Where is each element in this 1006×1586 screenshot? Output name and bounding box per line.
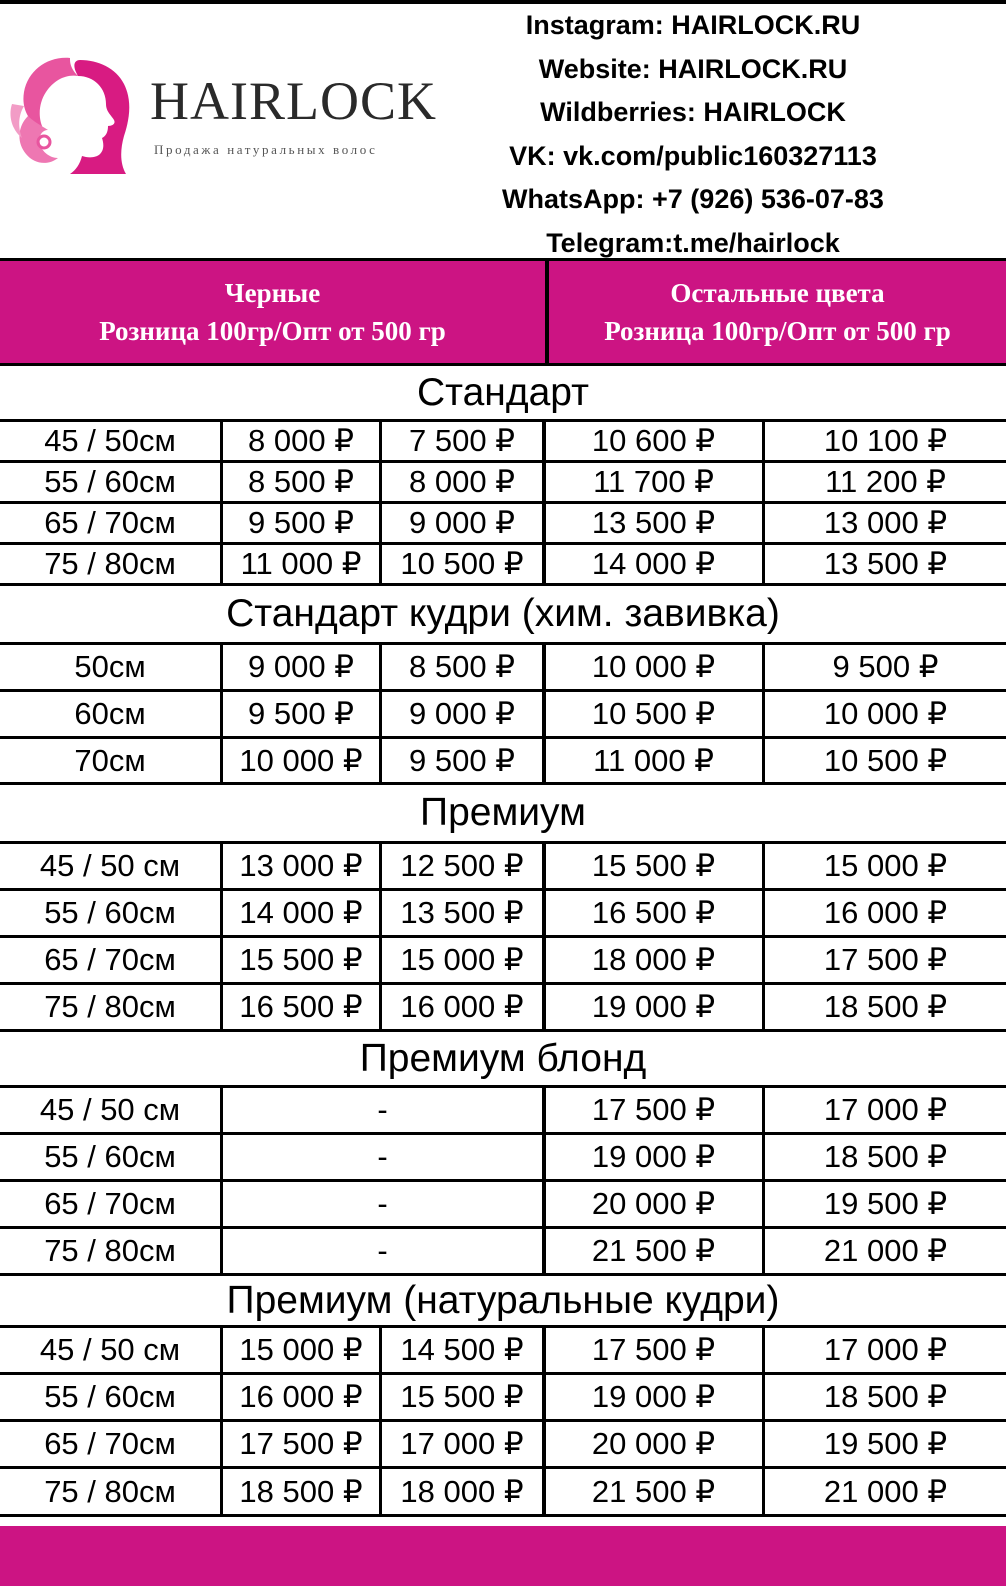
cell-length: 65 / 70см xyxy=(44,1186,176,1221)
column-divider xyxy=(379,463,382,501)
table-row xyxy=(0,463,1006,504)
column-divider xyxy=(379,504,382,542)
column-divider xyxy=(762,1135,765,1179)
cell-other-retail: 14 000 ₽ xyxy=(591,546,716,581)
cell-other-retail: 17 500 ₽ xyxy=(591,1332,716,1367)
column-divider xyxy=(762,1469,765,1514)
cell-other-wholesale: 18 500 ₽ xyxy=(823,989,948,1024)
contact-whatsapp: WhatsApp: +7 (926) 536-07-83 xyxy=(502,184,884,214)
cell-black-retail: 14 000 ₽ xyxy=(239,895,363,930)
cell-black-unavailable: - xyxy=(377,1139,388,1174)
cell-length: 55 / 60см xyxy=(44,1139,176,1174)
column-divider xyxy=(542,692,546,736)
column-divider xyxy=(762,1229,765,1273)
cell-other-wholesale: 21 000 ₽ xyxy=(823,1233,948,1268)
column-divider xyxy=(542,504,546,542)
header-black-subtitle: Розница 100гр/Опт от 500 гр xyxy=(99,316,446,346)
column-divider xyxy=(762,985,765,1029)
column-divider xyxy=(762,739,765,782)
column-divider xyxy=(220,1375,223,1419)
cell-other-wholesale: 18 500 ₽ xyxy=(823,1139,948,1174)
cell-length: 45 / 50см xyxy=(44,423,176,458)
cell-black-retail: 16 500 ₽ xyxy=(239,989,363,1024)
column-divider xyxy=(379,1375,382,1419)
contacts-block xyxy=(484,6,902,267)
column-divider xyxy=(762,1328,765,1372)
brand-tagline: Продажа натуральных волос xyxy=(154,142,378,157)
header-other-colors xyxy=(549,261,1006,363)
column-divider xyxy=(379,739,382,782)
column-divider xyxy=(762,545,765,583)
column-divider xyxy=(220,1135,223,1179)
cell-black-retail: 11 000 ₽ xyxy=(240,546,362,581)
cell-length: 65 / 70см xyxy=(44,942,176,977)
table-row xyxy=(0,545,1006,586)
table-row xyxy=(0,504,1006,545)
cell-length: 50см xyxy=(74,649,146,684)
price-table xyxy=(0,366,1006,1517)
column-divider xyxy=(379,985,382,1029)
column-divider xyxy=(220,1422,223,1466)
cell-other-retail: 11 000 ₽ xyxy=(593,742,714,778)
cell-other-retail: 19 000 ₽ xyxy=(591,1139,716,1174)
contact-instagram: Instagram: HAIRLOCK.RU xyxy=(525,10,861,40)
column-divider xyxy=(762,1088,765,1132)
column-divider xyxy=(379,844,382,888)
cell-length: 55 / 60см xyxy=(44,464,176,499)
column-divider xyxy=(542,1088,546,1132)
table-row xyxy=(0,1375,1006,1422)
cell-other-wholesale: 10 100 ₽ xyxy=(823,423,948,458)
cell-black-unavailable: - xyxy=(377,1233,388,1268)
cell-length: 75 / 80см xyxy=(44,1233,176,1268)
cell-other-wholesale: 15 000 ₽ xyxy=(823,848,948,883)
cell-other-retail: 16 500 ₽ xyxy=(591,895,716,930)
contact-telegram: Telegram:t.me/hairlock xyxy=(546,227,840,258)
cell-black-retail: 15 500 ₽ xyxy=(239,942,363,977)
column-divider xyxy=(220,1328,223,1372)
cell-black-unavailable: - xyxy=(377,1186,388,1221)
cell-other-wholesale: 18 500 ₽ xyxy=(823,1379,948,1414)
brand-logo xyxy=(8,46,478,186)
column-divider xyxy=(542,422,546,460)
column-divider xyxy=(762,1182,765,1226)
contact-vk: VK: vk.com/public160327113 xyxy=(509,140,877,171)
column-divider xyxy=(542,545,546,583)
column-divider xyxy=(220,1182,223,1226)
table-row xyxy=(0,1469,1006,1517)
column-divider xyxy=(762,504,765,542)
cell-black-retail: 9 000 ₽ xyxy=(248,649,354,684)
column-divider xyxy=(542,1422,546,1466)
header-other-title: Остальные цвета xyxy=(670,278,885,308)
column-divider xyxy=(762,692,765,736)
cell-other-retail: 19 000 ₽ xyxy=(591,1379,716,1414)
cell-other-retail: 21 500 ₽ xyxy=(591,1473,716,1509)
cell-other-retail: 10 600 ₽ xyxy=(591,423,716,458)
table-row xyxy=(0,739,1006,785)
column-divider xyxy=(542,938,546,982)
column-divider xyxy=(379,645,382,689)
cell-other-wholesale: 19 500 ₽ xyxy=(823,1186,948,1221)
cell-other-wholesale: 11 200 ₽ xyxy=(825,464,946,499)
column-divider xyxy=(220,1229,223,1273)
cell-black-wholesale: 9 500 ₽ xyxy=(409,742,515,778)
column-divider xyxy=(220,891,223,935)
cell-black-wholesale: 14 500 ₽ xyxy=(400,1332,524,1367)
column-divider xyxy=(220,739,223,782)
cell-black-wholesale: 9 000 ₽ xyxy=(409,505,515,540)
section-title: Стандарт xyxy=(0,366,1006,422)
column-divider xyxy=(762,938,765,982)
cell-other-retail: 17 500 ₽ xyxy=(591,1092,716,1127)
cell-black-retail: 8 000 ₽ xyxy=(248,423,354,458)
cell-black-retail: 16 000 ₽ xyxy=(239,1379,363,1414)
section-title: Стандарт кудри (хим. завивка) xyxy=(0,586,1006,645)
column-divider xyxy=(542,1135,546,1179)
cell-black-wholesale: 7 500 ₽ xyxy=(409,423,515,458)
column-divider xyxy=(220,1469,223,1514)
section-title: Премиум xyxy=(0,785,1006,844)
column-divider xyxy=(220,985,223,1029)
cell-length: 45 / 50 см xyxy=(39,848,181,883)
cell-length: 60см xyxy=(74,696,146,731)
column-divider xyxy=(762,1375,765,1419)
header-black xyxy=(0,261,545,363)
cell-other-wholesale: 17 000 ₽ xyxy=(823,1092,948,1127)
cell-length: 75 / 80см xyxy=(44,1473,176,1509)
column-divider xyxy=(542,1375,546,1419)
cell-other-retail: 20 000 ₽ xyxy=(591,1186,716,1221)
cell-other-wholesale: 21 000 ₽ xyxy=(823,1473,948,1509)
cell-black-retail: 17 500 ₽ xyxy=(239,1426,363,1461)
column-divider xyxy=(542,844,546,888)
cell-other-wholesale: 13 000 ₽ xyxy=(823,505,948,540)
cell-other-wholesale: 19 500 ₽ xyxy=(823,1426,948,1461)
column-divider xyxy=(379,545,382,583)
column-divider xyxy=(762,463,765,501)
cell-length: 45 / 50 см xyxy=(39,1092,181,1127)
cell-black-unavailable: - xyxy=(377,1092,388,1127)
contact-website: Website: HAIRLOCK.RU xyxy=(538,53,848,84)
header-area xyxy=(0,0,1006,258)
cell-length: 45 / 50 см xyxy=(39,1332,181,1367)
table-row xyxy=(0,938,1006,985)
column-divider xyxy=(762,1422,765,1466)
column-divider xyxy=(542,463,546,501)
section-title: Премиум (натуральные кудри) xyxy=(0,1276,1006,1328)
column-divider xyxy=(379,1469,382,1514)
column-divider xyxy=(220,504,223,542)
cell-black-wholesale: 16 000 ₽ xyxy=(400,989,524,1024)
cell-black-wholesale: 10 500 ₽ xyxy=(400,546,524,581)
cell-length: 55 / 60см xyxy=(44,895,176,930)
cell-black-retail: 13 000 ₽ xyxy=(239,848,363,883)
cell-black-wholesale: 17 000 ₽ xyxy=(400,1426,524,1461)
brand-name: HAIRLOCK xyxy=(150,71,437,131)
column-divider xyxy=(379,938,382,982)
column-divider xyxy=(379,1328,382,1372)
column-divider xyxy=(542,985,546,1029)
column-divider xyxy=(762,891,765,935)
column-divider xyxy=(542,1469,546,1514)
table-row xyxy=(0,692,1006,739)
cell-black-wholesale: 13 500 ₽ xyxy=(400,895,524,930)
cell-black-retail: 9 500 ₽ xyxy=(248,505,354,540)
table-row xyxy=(0,1422,1006,1469)
column-divider xyxy=(379,1422,382,1466)
table-row xyxy=(0,645,1006,692)
column-divider xyxy=(220,545,223,583)
cell-length: 70см xyxy=(74,742,146,778)
cell-length: 75 / 80см xyxy=(44,989,176,1024)
cell-other-wholesale: 10 500 ₽ xyxy=(823,742,948,778)
cell-black-retail: 9 500 ₽ xyxy=(248,696,354,731)
table-row xyxy=(0,422,1006,463)
cell-black-wholesale: 8 500 ₽ xyxy=(409,649,515,684)
column-divider xyxy=(379,891,382,935)
column-divider xyxy=(220,844,223,888)
cell-black-wholesale: 15 000 ₽ xyxy=(400,942,524,977)
column-divider xyxy=(542,1229,546,1273)
contact-wildberries: Wildberries: HAIRLOCK xyxy=(540,97,846,127)
cell-black-wholesale: 12 500 ₽ xyxy=(400,848,524,883)
cell-other-retail: 15 500 ₽ xyxy=(591,848,716,883)
column-divider xyxy=(220,422,223,460)
column-divider xyxy=(542,891,546,935)
column-divider xyxy=(542,1328,546,1372)
cell-black-wholesale: 18 000 ₽ xyxy=(400,1473,524,1509)
cell-other-retail: 10 500 ₽ xyxy=(591,696,716,731)
cell-black-retail: 10 000 ₽ xyxy=(239,742,363,778)
woman-silhouette-icon xyxy=(8,46,148,176)
cell-black-retail: 8 500 ₽ xyxy=(248,464,354,499)
table-row xyxy=(0,1088,1006,1135)
header-other-subtitle: Розница 100гр/Опт от 500 гр xyxy=(604,316,951,346)
column-divider xyxy=(762,645,765,689)
column-header-band xyxy=(0,258,1006,366)
cell-other-wholesale: 13 500 ₽ xyxy=(823,546,948,581)
cell-other-wholesale: 16 000 ₽ xyxy=(823,895,948,930)
header-black-title: Черные xyxy=(224,278,321,308)
section-title: Премиум блонд xyxy=(0,1032,1006,1088)
column-divider xyxy=(762,422,765,460)
cell-other-retail: 11 700 ₽ xyxy=(593,464,714,499)
cell-length: 65 / 70см xyxy=(44,505,176,540)
table-row xyxy=(0,985,1006,1032)
cell-black-wholesale: 8 000 ₽ xyxy=(409,464,515,499)
cell-black-wholesale: 15 500 ₽ xyxy=(400,1379,524,1414)
column-divider xyxy=(220,1088,223,1132)
cell-black-retail: 15 000 ₽ xyxy=(239,1332,363,1367)
cell-black-retail: 18 500 ₽ xyxy=(239,1473,363,1509)
footer-band xyxy=(0,1526,1006,1586)
column-divider xyxy=(379,422,382,460)
cell-other-retail: 21 500 ₽ xyxy=(591,1233,716,1268)
column-divider xyxy=(542,739,546,782)
column-divider xyxy=(379,692,382,736)
cell-other-retail: 19 000 ₽ xyxy=(591,989,716,1024)
column-divider xyxy=(220,692,223,736)
column-divider xyxy=(220,645,223,689)
cell-other-wholesale: 9 500 ₽ xyxy=(832,649,939,684)
cell-other-wholesale: 10 000 ₽ xyxy=(823,696,948,731)
column-divider xyxy=(220,938,223,982)
cell-black-wholesale: 9 000 ₽ xyxy=(409,696,515,731)
table-row xyxy=(0,1182,1006,1229)
table-row xyxy=(0,1229,1006,1276)
table-row xyxy=(0,891,1006,938)
column-divider xyxy=(542,1182,546,1226)
cell-length: 55 / 60см xyxy=(44,1379,176,1414)
column-divider xyxy=(762,844,765,888)
table-row xyxy=(0,1328,1006,1375)
cell-other-retail: 20 000 ₽ xyxy=(591,1426,716,1461)
cell-other-retail: 13 500 ₽ xyxy=(591,505,716,540)
cell-other-wholesale: 17 500 ₽ xyxy=(823,942,948,977)
column-divider xyxy=(542,645,546,689)
column-divider xyxy=(220,463,223,501)
table-row xyxy=(0,1135,1006,1182)
cell-length: 75 / 80см xyxy=(44,546,176,581)
cell-other-retail: 10 000 ₽ xyxy=(591,649,716,684)
cell-other-retail: 18 000 ₽ xyxy=(591,942,716,977)
cell-other-wholesale: 17 000 ₽ xyxy=(823,1332,948,1367)
cell-length: 65 / 70см xyxy=(44,1426,176,1461)
table-row xyxy=(0,844,1006,891)
